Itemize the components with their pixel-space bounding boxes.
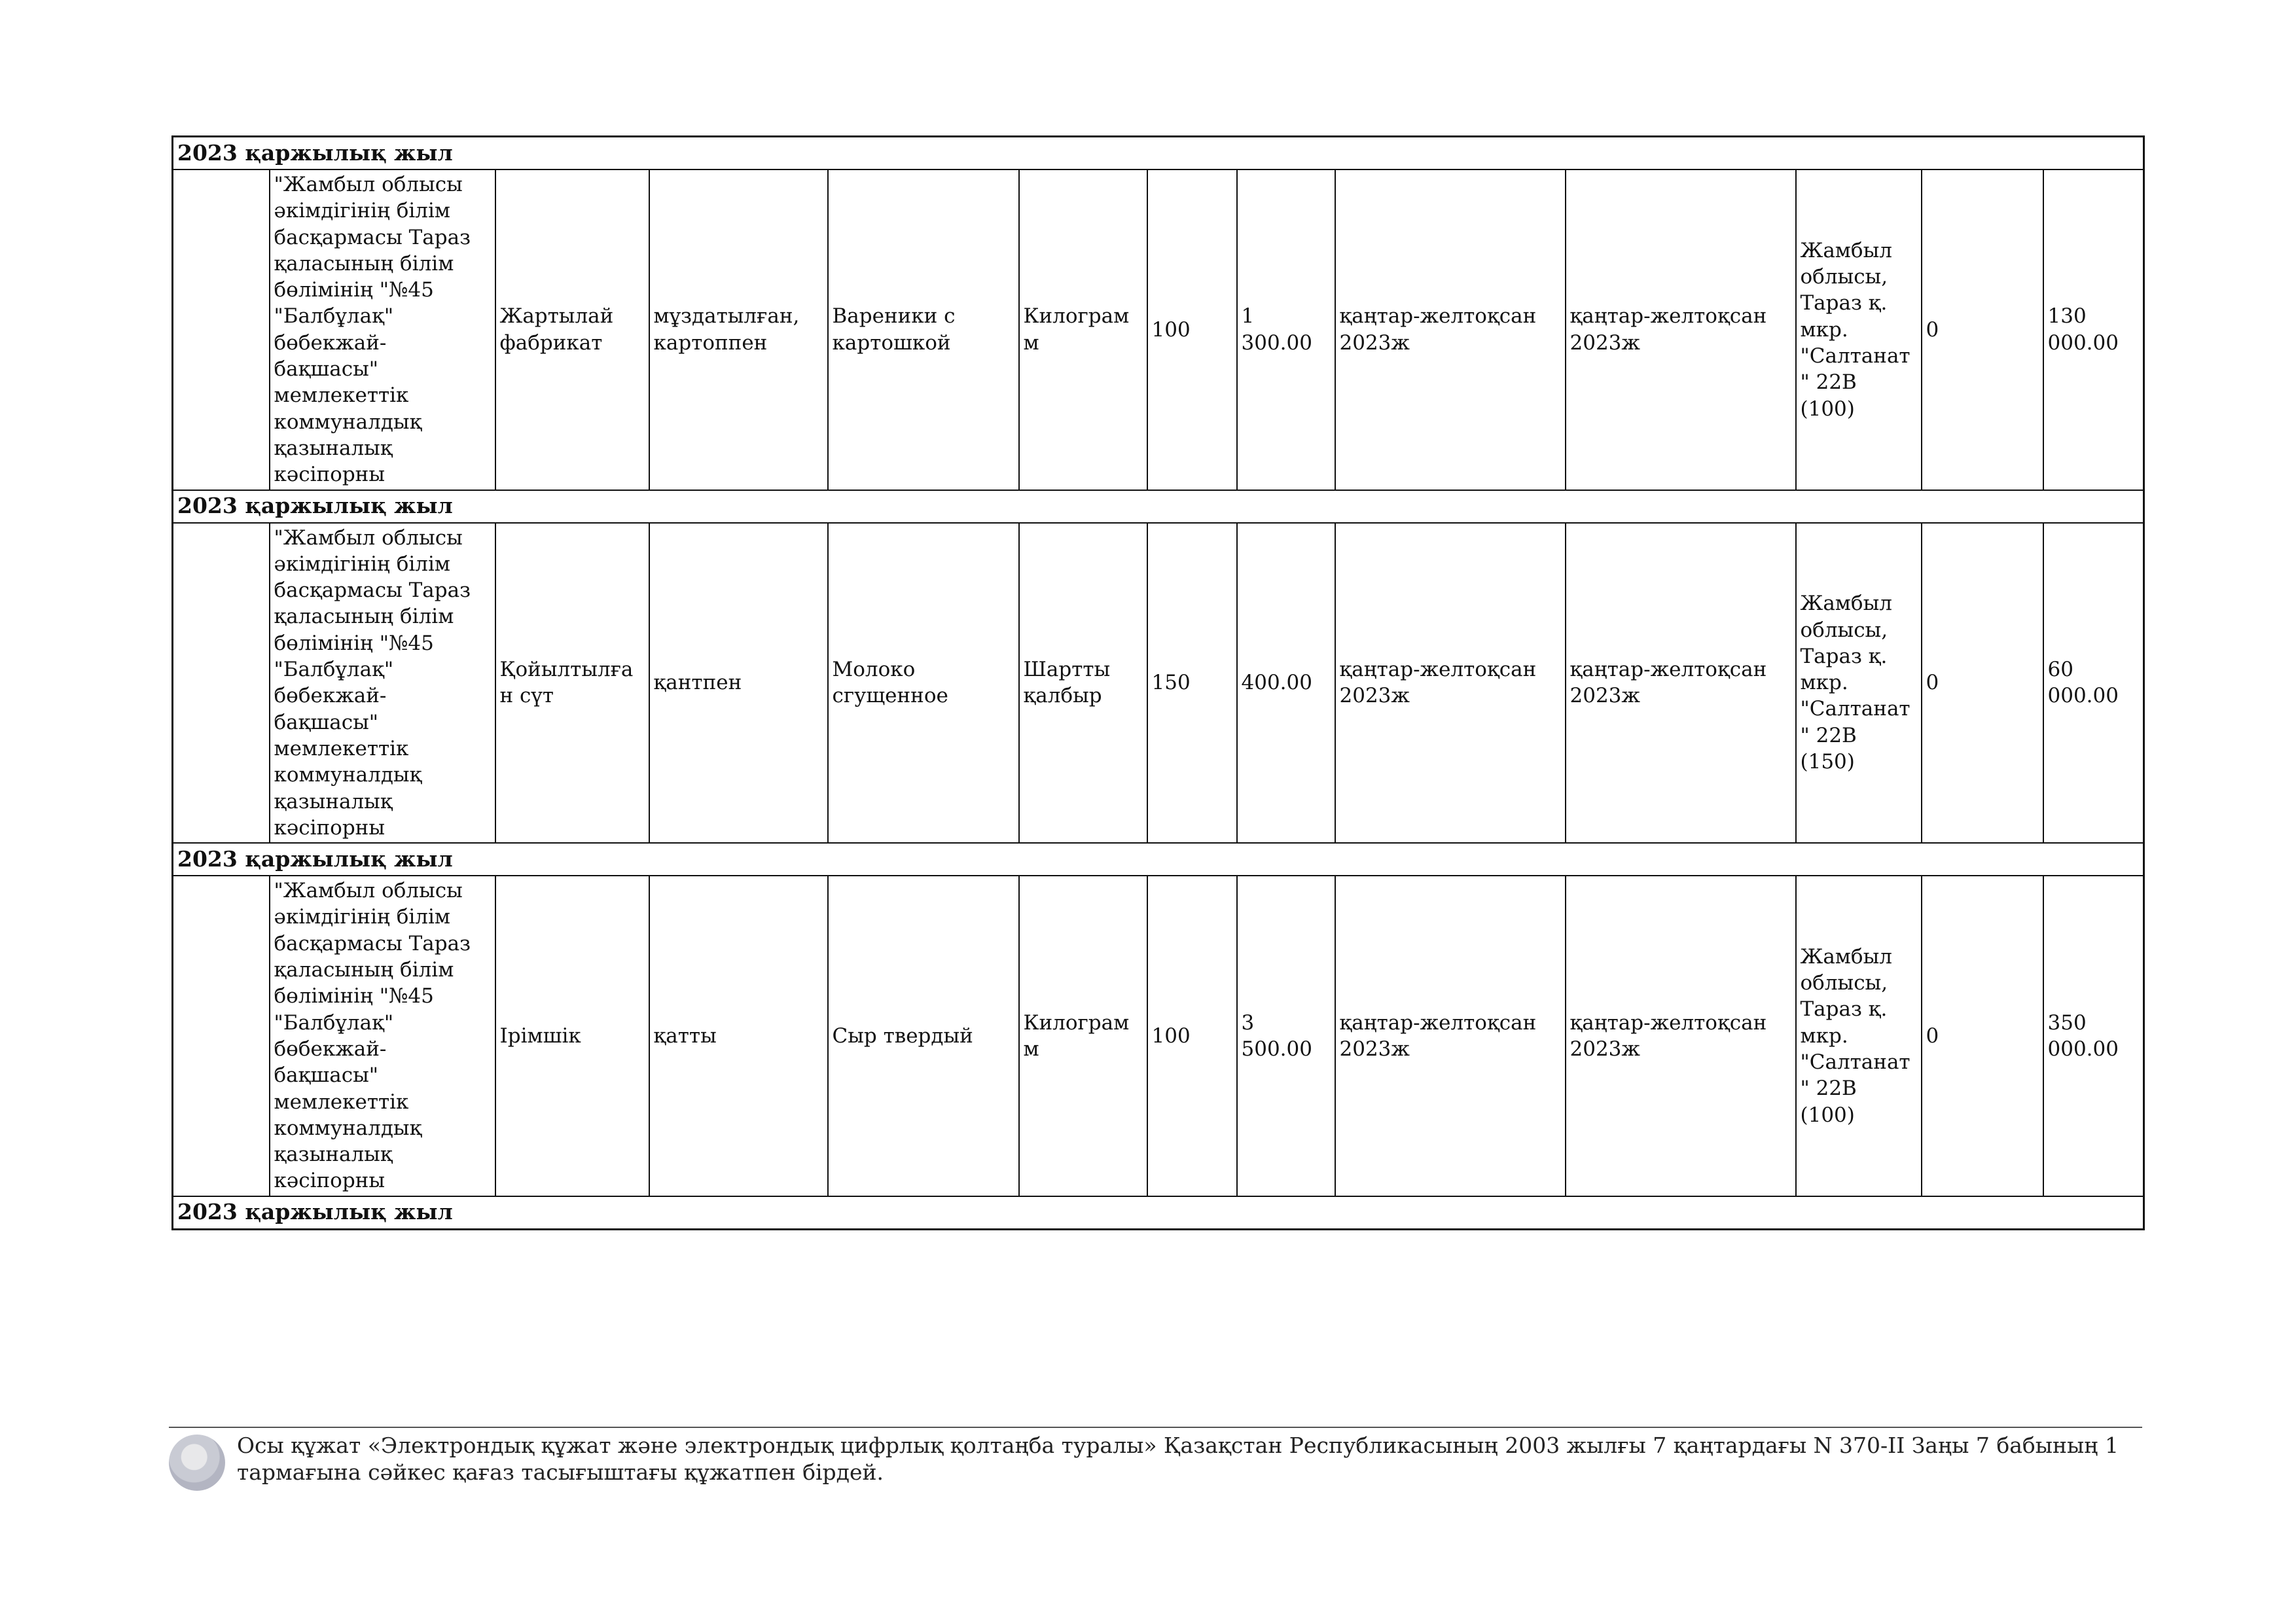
year-label: 2023 қаржылық жыл bbox=[173, 490, 2144, 523]
cell-customer: "Жамбыл облысы әкімдігінің білім басқармасы Тараз қаласының білім бөлімінің "№45 "Балбұлақ" бөбекжай-бақшасы" мемлекеттік коммуналдық қазыналық кәсіпорны bbox=[270, 876, 495, 1196]
year-header-row bbox=[173, 843, 2144, 876]
cell-advance: 0 bbox=[1922, 876, 2043, 1196]
footer bbox=[169, 1432, 2152, 1491]
cell-period-planned: қаңтар-желтоқсан 2023ж bbox=[1335, 876, 1566, 1196]
cell-item-name-ru: Вареники с картошкой bbox=[828, 169, 1019, 490]
cell-item-name: Жартылай фабрикат bbox=[495, 169, 649, 490]
cell-sum: 350 000.00 bbox=[2043, 876, 2144, 1196]
cell-period-delivery: қаңтар-желтоқсан 2023ж bbox=[1566, 169, 1796, 490]
cell-quantity: 150 bbox=[1147, 523, 1237, 844]
cell-delivery-place: Жамбыл облысы, Тараз қ. мкр. "Салтанат" 22В (150) bbox=[1796, 523, 1922, 844]
cell-characteristic: мұздатылған, картоппен bbox=[649, 169, 828, 490]
cell-period-delivery: қаңтар-желтоқсан 2023ж bbox=[1566, 876, 1796, 1196]
cell-delivery-place: Жамбыл облысы, Тараз қ. мкр. "Салтанат" 22В (100) bbox=[1796, 169, 1922, 490]
year-label: 2023 қаржылық жыл bbox=[173, 137, 2144, 170]
footer-legal-note: Осы құжат «Электрондық құжат және электрондық цифрлық қолтаңба туралы» Қазақстан Республикасының 2003 жылғы 7 қаңтардағы N 370-II Заңы 7 бабының 1 тармағына сәйкес қағаз тасығыштағы құжатпен бірдей. bbox=[237, 1433, 2119, 1486]
cell-item-name: Ірімшік bbox=[495, 876, 649, 1196]
cell-number bbox=[173, 876, 270, 1196]
procurement-table-region bbox=[171, 135, 2119, 1230]
cell-item-name-ru: Сыр твердый bbox=[828, 876, 1019, 1196]
procurement-table bbox=[171, 135, 2145, 1230]
cell-period-planned: қаңтар-желтоқсан 2023ж bbox=[1335, 523, 1566, 844]
cell-price: 3 500.00 bbox=[1237, 876, 1335, 1196]
cell-characteristic: қантпен bbox=[649, 523, 828, 844]
table-row bbox=[173, 876, 2144, 1196]
table-row bbox=[173, 523, 2144, 844]
cell-price: 400.00 bbox=[1237, 523, 1335, 844]
cell-quantity: 100 bbox=[1147, 169, 1237, 490]
cell-unit: Килограмм bbox=[1019, 876, 1147, 1196]
cell-number bbox=[173, 523, 270, 844]
cell-advance: 0 bbox=[1922, 523, 2043, 844]
cell-sum: 60 000.00 bbox=[2043, 523, 2144, 844]
year-label: 2023 қаржылық жыл bbox=[173, 843, 2144, 876]
cell-period-planned: қаңтар-желтоқсан 2023ж bbox=[1335, 169, 1566, 490]
year-header-row bbox=[173, 137, 2144, 170]
cell-advance: 0 bbox=[1922, 169, 2043, 490]
cell-quantity: 100 bbox=[1147, 876, 1237, 1196]
cell-sum: 130 000.00 bbox=[2043, 169, 2144, 490]
year-header-row bbox=[173, 1196, 2144, 1230]
table-row bbox=[173, 169, 2144, 490]
cell-characteristic: қатты bbox=[649, 876, 828, 1196]
cell-number bbox=[173, 169, 270, 490]
cell-item-name-ru: Молоко сгущенное bbox=[828, 523, 1019, 844]
cell-period-delivery: қаңтар-желтоқсан 2023ж bbox=[1566, 523, 1796, 844]
cell-unit: Килограмм bbox=[1019, 169, 1147, 490]
qr-seal-icon bbox=[169, 1435, 225, 1491]
cell-unit: Шартты қалбыр bbox=[1019, 523, 1147, 844]
cell-customer: "Жамбыл облысы әкімдігінің білім басқармасы Тараз қаласының білім бөлімінің "№45 "Балбұлақ" бөбекжай-бақшасы" мемлекеттік коммуналдық қазыналық кәсіпорны bbox=[270, 523, 495, 844]
cell-item-name: Қойылтылған сүт bbox=[495, 523, 649, 844]
cell-delivery-place: Жамбыл облысы, Тараз қ. мкр. "Салтанат" 22В (100) bbox=[1796, 876, 1922, 1196]
cell-customer: "Жамбыл облысы әкімдігінің білім басқармасы Тараз қаласының білім бөлімінің "№45 "Балбұлақ" бөбекжай-бақшасы" мемлекеттік коммуналдық қазыналық кәсіпорны bbox=[270, 169, 495, 490]
year-header-row bbox=[173, 490, 2144, 523]
year-label: 2023 қаржылық жыл bbox=[173, 1196, 2144, 1230]
footer-divider bbox=[169, 1427, 2142, 1428]
cell-price: 1 300.00 bbox=[1237, 169, 1335, 490]
